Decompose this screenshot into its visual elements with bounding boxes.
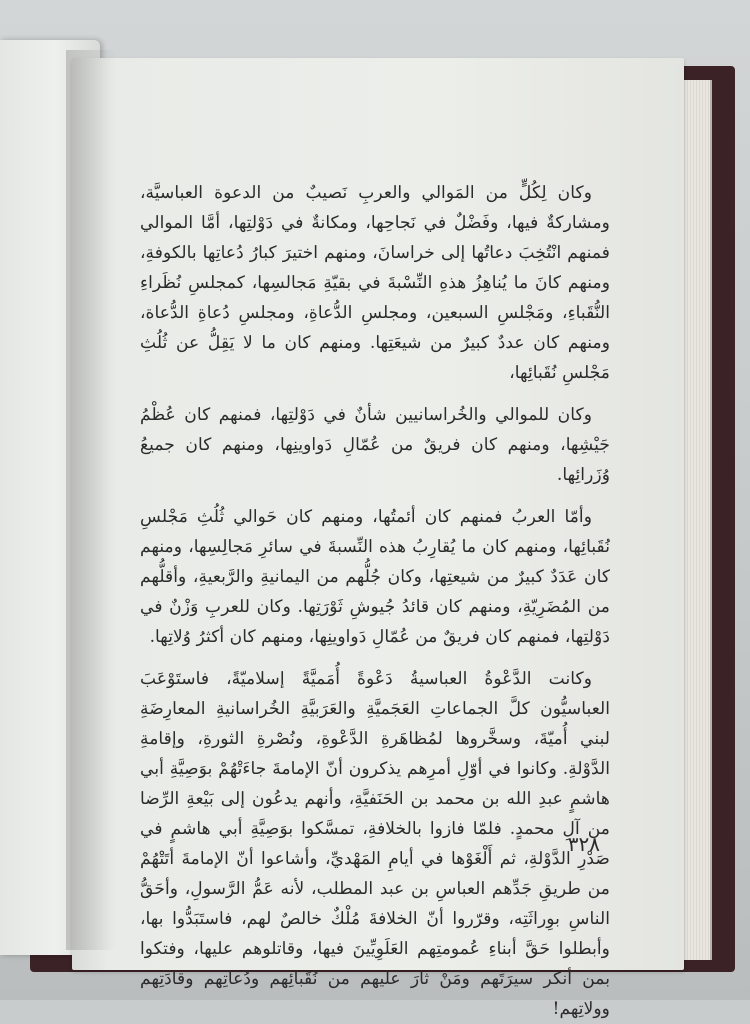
paragraph: وكان للموالي والخُراسانيين شأنٌ في دَوْلتِها، فمنهم كان عُظْمُ جَيْشِها، ومنهم كان فريقٌ من عُمّالِ دَواوينِها، ومنهم كان جميعُ وُزَرائِها. [140, 405, 610, 485]
paragraph: وكان لِكُلٍّ من المَوالي والعربِ نَصيبٌ من الدعوة العباسيَّة، ومشاركةٌ فيها، وفَضْلٌ في نَجاحِها، ومكانةٌ في دَوْلتِها، أمَّا الموالي فمنهم انْتُخِبَ دعاتُها إلى خراسانَ، ومنهم اختيرَ كبارُ دُعاتِها بالكوفةِ، ومنهم كانَ ما يُناهِزُ هذهِ النِّسْبةَ في بقيّةِ مَجالسِها، كمجلسِ نُظَراءِ النُّقَباءِ، ومَجْلسِ السبعين، ومجلسِ الدُّعاةِ، ومجلسِ دُعاةِ الدُّعاة، ومنهم كان عددٌ كبيرٌ من شيعَتِها. ومنهم كان ما لا يَقِلُّ عن ثُلُثِ مَجْلسِ نُقَبائِها، [140, 183, 610, 383]
paragraph: وكانت الدَّعْوةُ العباسيةُ دَعْوةً أُمَميَّةً إسلاميّةً، فاستَوْعَبَ العباسيُّون كلَّ الجماعاتِ العَجَميَّةِ والعَرَبيَّةِ الخُراسانيةِ المعارِضَةِ لبني أُميّةَ، وسخَّروها لمُظاهَرةِ الدَّعْوةِ، ونُصْرةِ الثورةِ، وإقامةِ الدَّوْلةِ. وكانوا في أوّلِ أمرِهم يذكرون أنّ الإمامةَ جاءَتْهُمْ بوَصِيَّةِ أبي هاشمٍ عبدِ الله بن محمد بن الحَنَفيَّةِ، وأنهم يدعُون إلى بَيْعةِ الرِّضا من آلِ محمدٍ. فلمّا فازوا بالخلافةِ، تمسَّكوا بوَصِيَّةِ أبي هاشمٍ في صَدْرِ الدَّوْلةِ، ثم أَلْغَوْها في أيامِ المَهْديِّ، وأشاعوا أنّ الإمامةَ أتَتْهُمْ من طريقِ جَدِّهم العباسِ بن عبد المطلب، لأنه عَمُّ الرَّسولِ، وأحَقُّ الناسِ بوِراثَتِه، وقرّروا أنّ الخلافةَ مُلْكٌ خالصٌ لهم، فاستَبَدُّوا بها، وأبطلوا حَقَّ أبناءِ عُمومتِهم العَلَوِيِّينَ فيها، وقاتلوهم عليها، وفتكوا بمن أنكر سيرَتَهم ومَنْ ثارَ عليهم من نُقَبائِهم ودُعاتِهم وقادَتِهم وولاتِهم! [140, 669, 610, 1019]
book-gutter [66, 50, 116, 950]
page-number: ٣٢٨ [567, 832, 600, 856]
paragraph: وأمّا العربُ فمنهم كان أئمتُها، ومنهم كان حَوالي ثُلُثِ مَجْلسِ نُقَبائِها، ومنهم كان ما يُقارِبُ هذه النِّسبةَ في سائرِ مَجالِسِها، ومنهم كان عَدَدٌ كبيرٌ من شيعتِها، وكان جُلُّهم من اليمانيةِ والرَّبعيةِ، وأقلُّهم من المُضَرِيّةِ، ومنهم كان قائدُ جُيوشِ ثَوْرَتِها. وكان للعربِ وَزْنٌ في دَوْلتِها، فمنهم كان فريقٌ من عُمّالِ دَواوينِها، ومنهم كان أكثرُ وُلاتِها. [140, 507, 610, 647]
page-body-text [140, 178, 610, 1024]
